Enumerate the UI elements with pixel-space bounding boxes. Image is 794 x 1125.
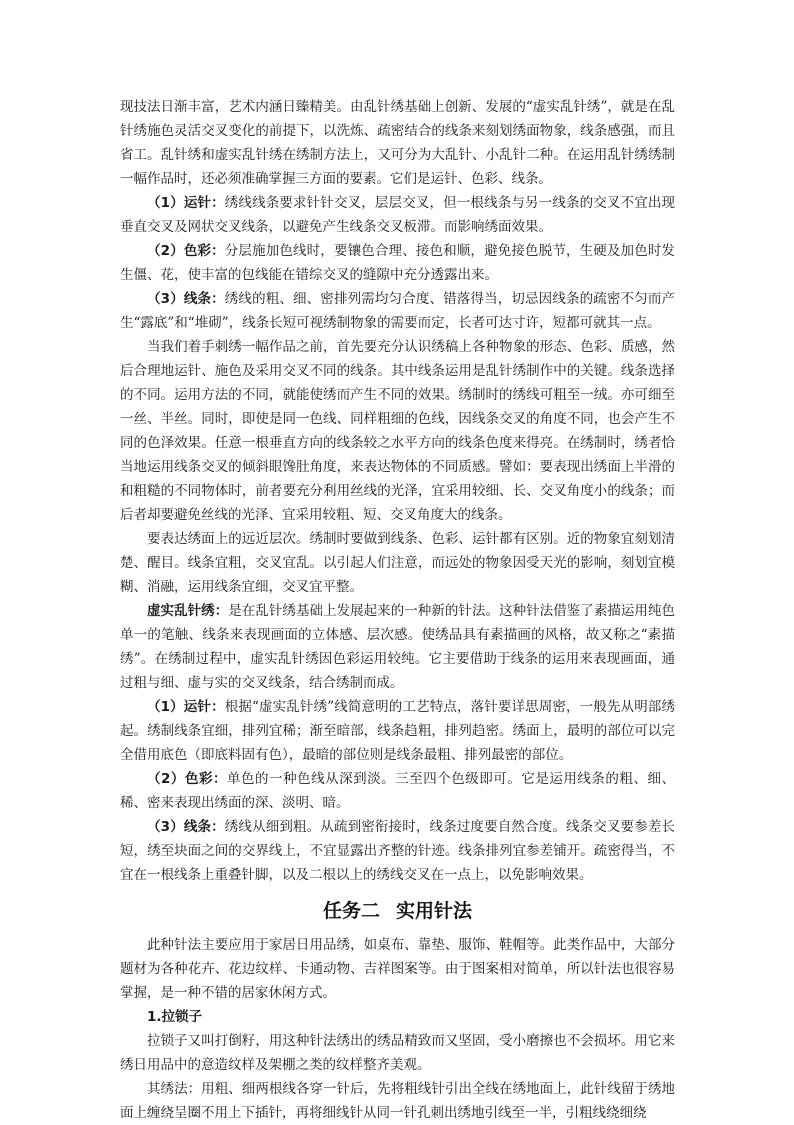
section-task-number: 任务二	[322, 900, 380, 922]
paragraph-p1-7	[120, 695, 675, 767]
paragraph-text: 要表达绣面上的远近层次。绣制时要做到线条、色彩、运针都有区别。近的物象宜刻划清楚、醒目。线条宜粗，交叉宜乱。以引起人们注意，而远处的物象因受天光的影响，刻划宜模糊、消融，运用线条宜细，交叉宜平整。	[120, 531, 675, 595]
paragraph-p1-2	[120, 239, 675, 287]
body-part1	[120, 95, 675, 887]
paragraph-lead: （3）线条：	[147, 819, 225, 835]
paragraph-lead: 虚实乱针绣：	[147, 603, 229, 619]
paragraph-lead: （1）运针：	[147, 699, 225, 715]
paragraph-p1-6	[120, 599, 675, 695]
paragraph-p1-0	[120, 95, 675, 191]
paragraph-text: 分层施加色线时，要镶色合理、接色和顺，避免接色脱节，生硬及加色时发生僵、花，使丰富的包线能在错综交叉的缝隙中充分透露出来。	[120, 243, 675, 283]
subheading: 1.拉锁子	[147, 1009, 203, 1025]
paragraph-p3-1	[120, 1077, 675, 1125]
paragraph-lead: （2）色彩：	[147, 771, 227, 787]
paragraph-p1-9	[120, 815, 675, 887]
paragraph-p1-3	[120, 287, 675, 335]
paragraph-p2-0	[120, 933, 675, 1005]
paragraph-p1-4	[120, 335, 675, 527]
document-page	[120, 95, 675, 1125]
paragraph-p1-5	[120, 527, 675, 599]
paragraph-text: 绣线的粗、细、密排列需均匀合度、错落得当，切忌因线条的疏密不匀而产生“露底”和“堆砌”，线条长短可视绣制物象的需要而定，长者可达寸许，短都可就其一点。	[120, 291, 675, 331]
section-title: 实用针法	[396, 900, 473, 922]
body-part3	[120, 1029, 675, 1125]
body-part2	[120, 933, 675, 1005]
paragraph-text: 绣线从细到粗。从疏到密衔接时，线条过度要自然合度。线条交叉要参差长短，绣至块面之间的交界线上，不宜显露出齐整的针迹。线条排列宜参差铺开。疏密得当，不宜在一根线条上重叠针脚，以及二根以上的绣线交叉在一点上，以免影响效果。	[120, 819, 675, 883]
section-heading	[120, 896, 675, 926]
paragraph-p1-8	[120, 767, 675, 815]
paragraph-lead: （3）线条：	[147, 291, 225, 307]
paragraph-text: 其绣法：用粗、细两根线各穿一针后，先将粗线针引出全线在绣地面上，此针线留于绣地面上缠绕呈圈不用上下插针，再将细线针从同一针孔刺出绣地引线至一半，引粗线绕细绕	[120, 1081, 675, 1121]
paragraph-text: 当我们着手刺绣一幅作品之前，首先要充分认识绣稿上各种物象的形态、色彩、质感，然后合理地运针、施色及采用交叉不同的线条。其中线条运用是乱针绣制作中的关键。线条选择的不同。运用方法的不同，就能使绣而产生不同的效果。绣制时的绣线可粗至一绒。亦可细至一丝、半丝。同时，即使是同一色线、同样粗细的色线，因线条交叉的角度不同，也会产生不同的色泽效果。任意一根垂直方向的线条较之水平方向的线条色度来得亮。在绣制时，绣者恰当地运用线条交叉的倾斜眼馋肚角度，来表达物体的不同质感。譬如：要表现出绣面上半滑的和粗糙的不同物体时，前者要充分利用丝线的光泽，宜采用较细、长、交叉角度小的线条；而后者却要避免丝线的光泽、宜采用较粗、短、交叉角度大的线条。	[120, 339, 675, 523]
paragraph-text: 根据“虚实乱针绣”线简意明的工艺特点，落针要详思周密，一般先从明部绣起。绣制线条宜细，排列宜稀；渐至暗部，线条趋粗，排列趋密。绣面上，最明的部位可以完全借用底色（即底料固有色），最暗的部位则是线条最粗、排列最密的部位。	[120, 699, 675, 763]
paragraph-text: 是在乱针绣基础上发展起来的一种新的针法。这种针法借鉴了素描运用纯色单一的笔触、线条来表现画面的立体感、层次感。使绣品具有素描画的风格，故又称之“素描绣”。在绣制过程中，虚实乱针绣因色彩运用较纯。它主要借助于线条的运用来表现画面，通过粗与细、虚与实的交叉线条，结合绣制而成。	[120, 603, 676, 691]
paragraph-text: 绣线线条要求针针交叉，层层交叉，但一根线条与另一线条的交叉不宜出现垂直交叉及网状交叉线条，以避免产生线条交叉板滞。而影响绣面效果。	[120, 195, 675, 235]
paragraph-text: 拉锁子又叫打倒籽，用这种针法绣出的绣品精致而又坚固，受小磨擦也不会损坏。用它来绣日用品中的意造纹样及架棚之类的纹样整齐美观。	[120, 1033, 675, 1073]
paragraph-lead: （2）色彩：	[147, 243, 225, 259]
paragraph-lead: （1）运针：	[147, 195, 225, 211]
paragraph-p3-0	[120, 1029, 675, 1077]
paragraph-text: 单色的一种色线从深到淡。三至四个色级即可。它是运用线条的粗、细、稀、密来表现出绣面的深、淡明、暗。	[120, 771, 675, 811]
paragraph-text: 此种针法主要应用于家居日用品绣，如桌布、靠垫、服饰、鞋帽等。此类作品中，大部分题材为各种花卉、花边纹样、卡通动物、吉祥图案等。由于图案相对简单，所以针法也很容易掌握，是一种不错的居家休闲方式。	[120, 937, 675, 1001]
paragraph-text: 现技法日渐丰富，艺术内涵日臻精美。由乱针绣基础上创新、发展的“虚实乱针绣”，就是在乱针绣施色灵活交叉变化的前提下，以洗炼、疏密结合的线条来刻划绣面物象，线条感强，而且省工。乱针绣和虚实乱针绣在绣制方法上，又可分为大乱针、小乱针二种。在运用乱针绣绣制一幅作品时，还必须准确掌握三方面的要素。它们是运针、色彩、线条。	[120, 99, 675, 187]
paragraph-p1-1	[120, 191, 675, 239]
